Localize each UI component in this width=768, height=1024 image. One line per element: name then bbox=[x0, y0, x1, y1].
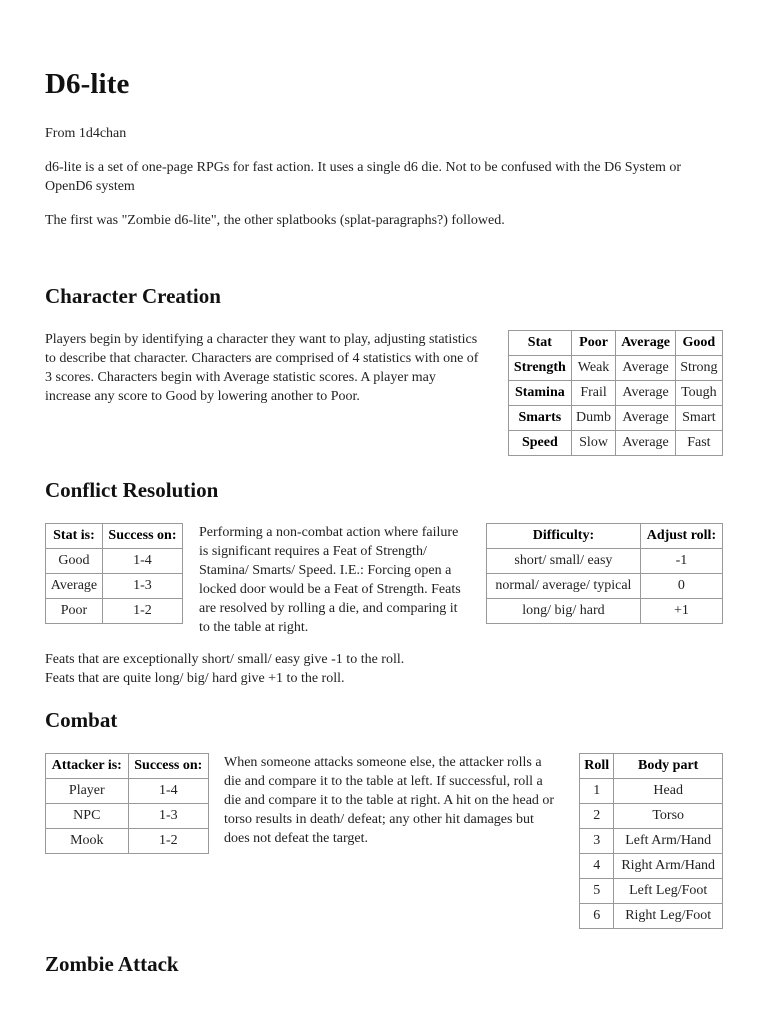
table-cell: 1-2 bbox=[102, 599, 182, 624]
table-cell: 3 bbox=[580, 829, 614, 854]
table-cell: Right Leg/Foot bbox=[614, 904, 723, 929]
attacker-table bbox=[45, 753, 209, 854]
table-cell: Poor bbox=[46, 599, 103, 624]
table-cell: Stamina bbox=[509, 381, 572, 406]
table-row bbox=[580, 804, 723, 829]
table-cell: Average bbox=[616, 381, 675, 406]
table-cell: NPC bbox=[46, 804, 129, 829]
table-cell: Average bbox=[46, 574, 103, 599]
table-cell: +1 bbox=[640, 599, 722, 624]
table-row bbox=[487, 549, 723, 574]
table-row bbox=[580, 779, 723, 804]
table-cell: long/ big/ hard bbox=[487, 599, 641, 624]
table-cell: 1 bbox=[580, 779, 614, 804]
table-cell: Head bbox=[614, 779, 723, 804]
intro-paragraph: d6-lite is a set of one-page RPGs for fast action. It uses a single d6 die. Not to be confused with the D6 System or OpenD6 system bbox=[45, 160, 682, 194]
table-row bbox=[580, 829, 723, 854]
table-cell: Strength bbox=[509, 356, 572, 381]
table-row bbox=[487, 599, 723, 624]
table-cell: 1-4 bbox=[102, 549, 182, 574]
table-header: Success on: bbox=[128, 754, 208, 779]
source-line: From 1d4chan bbox=[45, 126, 127, 141]
table-header-row bbox=[46, 524, 183, 549]
table-cell: 6 bbox=[580, 904, 614, 929]
stat-table bbox=[508, 330, 723, 456]
table-cell: Smarts bbox=[509, 406, 572, 431]
combat-heading: Combat bbox=[45, 708, 118, 732]
conflict-note-1: Feats that are exceptionally short/ small/ easy give -1 to the roll. bbox=[45, 652, 405, 667]
table-row bbox=[580, 904, 723, 929]
combat-text: When someone attacks someone else, the attacker rolls a die and compare it to the table at left. If successful, roll a die and compare it to the table at right. A hit on the head or torso results in death/ defeat; any other hit damages but does not defeat the target. bbox=[224, 755, 555, 846]
table-cell: Speed bbox=[509, 431, 572, 456]
table-cell: 2 bbox=[580, 804, 614, 829]
table-header: Stat is: bbox=[46, 524, 103, 549]
table-row bbox=[509, 381, 723, 406]
table-header-row bbox=[487, 524, 723, 549]
table-cell: Left Arm/Hand bbox=[614, 829, 723, 854]
table-cell: Slow bbox=[571, 431, 616, 456]
table-cell: Smart bbox=[675, 406, 722, 431]
table-cell: -1 bbox=[640, 549, 722, 574]
table-row bbox=[509, 356, 723, 381]
table-header-row bbox=[46, 754, 209, 779]
table-cell: Dumb bbox=[571, 406, 616, 431]
difficulty-table bbox=[486, 523, 723, 624]
table-cell: 4 bbox=[580, 854, 614, 879]
table-cell: short/ small/ easy bbox=[487, 549, 641, 574]
character-creation-text: Players begin by identifying a character they want to play, adjusting statistics to describe that character. Characters are comprised of 4 statistics with one of 3 scores. Characters begin with Average statistic scores. A player may increase any score to Good by lowering another to Poor. bbox=[45, 332, 479, 404]
table-row bbox=[46, 599, 183, 624]
table-header: Attacker is: bbox=[46, 754, 129, 779]
body-part-table bbox=[579, 753, 723, 929]
table-row bbox=[509, 431, 723, 456]
table-cell: Strong bbox=[675, 356, 722, 381]
table-row bbox=[580, 879, 723, 904]
table-cell: Average bbox=[616, 406, 675, 431]
table-row bbox=[580, 854, 723, 879]
table-cell: 1-2 bbox=[128, 829, 208, 854]
table-cell: Right Arm/Hand bbox=[614, 854, 723, 879]
table-cell: Tough bbox=[675, 381, 722, 406]
table-header: Success on: bbox=[102, 524, 182, 549]
table-cell: 0 bbox=[640, 574, 722, 599]
stat-table-header-row bbox=[509, 331, 723, 356]
page-title: D6-lite bbox=[45, 68, 130, 100]
table-header: Average bbox=[616, 331, 675, 356]
table-cell: Torso bbox=[614, 804, 723, 829]
stat-success-table bbox=[45, 523, 183, 624]
table-row bbox=[487, 574, 723, 599]
table-cell: Left Leg/Foot bbox=[614, 879, 723, 904]
table-header-row bbox=[580, 754, 723, 779]
table-row bbox=[46, 829, 209, 854]
conflict-text: Performing a non-combat action where failure is significant requires a Feat of Strength/ Stamina/ Smarts/ Speed. I.E.: Forcing open a locked door would be a Feat of Strength. Feats are resolved by rolling a die, and comparing it to the table at right. bbox=[199, 525, 461, 635]
table-cell: 1-4 bbox=[128, 779, 208, 804]
table-cell: Fast bbox=[675, 431, 722, 456]
table-header: Body part bbox=[614, 754, 723, 779]
conflict-resolution-heading: Conflict Resolution bbox=[45, 478, 219, 502]
table-header: Roll bbox=[580, 754, 614, 779]
table-header: Stat bbox=[509, 331, 572, 356]
table-cell: Average bbox=[616, 356, 675, 381]
table-cell: normal/ average/ typical bbox=[487, 574, 641, 599]
first-paragraph: The first was "Zombie d6-lite", the other splatbooks (splat-paragraphs?) followed. bbox=[45, 213, 505, 228]
table-cell: 1-3 bbox=[102, 574, 182, 599]
table-cell: 1-3 bbox=[128, 804, 208, 829]
table-header: Adjust roll: bbox=[640, 524, 722, 549]
table-cell: Average bbox=[616, 431, 675, 456]
table-row bbox=[46, 779, 209, 804]
table-cell: Weak bbox=[571, 356, 616, 381]
character-creation-heading: Character Creation bbox=[45, 284, 221, 308]
table-cell: Good bbox=[46, 549, 103, 574]
table-cell: Player bbox=[46, 779, 129, 804]
table-cell: 5 bbox=[580, 879, 614, 904]
table-row bbox=[46, 574, 183, 599]
table-row bbox=[46, 549, 183, 574]
table-row bbox=[46, 804, 209, 829]
conflict-note-2: Feats that are quite long/ big/ hard give +1 to the roll. bbox=[45, 671, 345, 686]
table-header: Difficulty: bbox=[487, 524, 641, 549]
table-header: Good bbox=[675, 331, 722, 356]
table-row bbox=[509, 406, 723, 431]
table-cell: Mook bbox=[46, 829, 129, 854]
table-cell: Frail bbox=[571, 381, 616, 406]
table-header: Poor bbox=[571, 331, 616, 356]
zombie-attack-heading: Zombie Attack bbox=[45, 952, 179, 976]
